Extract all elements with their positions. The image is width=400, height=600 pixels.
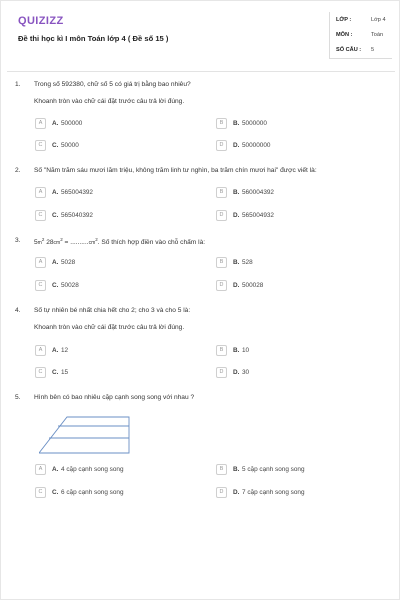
option-text: 12	[61, 347, 69, 354]
meta-row-subject	[330, 27, 392, 42]
option-text: 560004392	[242, 189, 274, 196]
option-box[interactable]: D	[216, 280, 227, 291]
option-text: 7 cặp cạnh song song	[242, 489, 305, 496]
option-text: 15	[61, 369, 69, 376]
question-number: 4.	[15, 307, 21, 314]
option-box[interactable]: B	[216, 345, 227, 356]
worksheet-header	[1, 1, 400, 71]
option-box[interactable]: C	[35, 367, 46, 378]
option-box[interactable]: C	[35, 280, 46, 291]
option-text: 528	[242, 259, 253, 266]
option-box[interactable]: D	[216, 140, 227, 151]
option-letter: D.	[233, 369, 240, 376]
option-text: 50000	[61, 142, 79, 149]
option-text: 500028	[242, 282, 264, 289]
unit-part: m	[37, 240, 42, 247]
option-letter: A.	[52, 189, 59, 196]
header-divider	[7, 71, 395, 72]
option-box[interactable]: A	[35, 257, 46, 268]
option-box[interactable]: D	[216, 210, 227, 221]
option-box[interactable]: D	[216, 367, 227, 378]
question-text: Số "Năm trăm sáu mươi lăm triệu, không trăm linh tư nghìn, ba trăm chín mươi hai" được viết là:	[34, 167, 317, 174]
trapezoid-outline	[39, 417, 129, 453]
option-letter: A.	[52, 120, 59, 127]
meta-value: Toán	[371, 32, 384, 38]
option-box[interactable]: A	[35, 187, 46, 198]
meta-value: Lớp 4	[371, 17, 386, 23]
option-letter: B.	[233, 189, 240, 196]
meta-info-box	[329, 12, 392, 59]
option-box[interactable]: A	[35, 345, 46, 356]
question-instruction: Khoanh tròn vào chữ cái đặt trước câu trả lời đúng.	[34, 98, 185, 105]
unit-part: cm	[88, 240, 96, 247]
question-number: 1.	[15, 81, 21, 88]
option-text: 4 cặp cạnh song song	[61, 466, 124, 473]
option-text: 5028	[61, 259, 76, 266]
option-text: 6 cặp cạnh song song	[61, 489, 124, 496]
question-instruction: Khoanh tròn vào chữ cái đặt trước câu trả lời đúng.	[34, 324, 185, 331]
question-text	[34, 237, 205, 246]
meta-row-count	[330, 42, 392, 57]
option-letter: D.	[233, 282, 240, 289]
trapezoid-figure	[39, 413, 133, 455]
question-text: Hình bên có bao nhiêu cặp cạnh song song với nhau ?	[34, 394, 195, 401]
option-letter: C.	[52, 369, 59, 376]
option-letter: B.	[233, 259, 240, 266]
meta-key: SỐ CÂU :	[336, 47, 362, 53]
option-letter: B.	[233, 347, 240, 354]
question-text: Số tự nhiên bé nhất chia hết cho 2; cho 3 và cho 5 là:	[34, 307, 191, 314]
option-text: 5 cặp cạnh song song	[242, 466, 305, 473]
option-letter: A.	[52, 466, 59, 473]
question-text: Trong số 592380, chữ số 5 có giá trị bằng bao nhiêu?	[34, 81, 191, 88]
superscript: 2	[95, 237, 98, 242]
quizizz-logo: QUIZIZZ	[18, 15, 64, 27]
option-text: 50000000	[242, 142, 271, 149]
option-letter: A.	[52, 347, 59, 354]
option-box[interactable]: C	[35, 487, 46, 498]
superscript: 2	[41, 237, 45, 242]
option-box[interactable]: A	[35, 464, 46, 475]
option-text: 500000	[61, 120, 83, 127]
option-text: 10	[242, 347, 250, 354]
meta-key: LỚP :	[336, 17, 352, 23]
option-text: 30	[242, 369, 250, 376]
option-letter: C.	[52, 282, 59, 289]
superscript: 2	[60, 237, 63, 242]
question-number: 2.	[15, 167, 21, 174]
option-text: 565040392	[61, 212, 93, 219]
option-letter: C.	[52, 489, 59, 496]
option-letter: B.	[233, 120, 240, 127]
option-letter: D.	[233, 212, 240, 219]
option-box[interactable]: B	[216, 464, 227, 475]
option-box[interactable]: C	[35, 210, 46, 221]
question-number: 3.	[15, 237, 21, 244]
option-text: 565004392	[61, 189, 93, 196]
option-letter: C.	[52, 142, 59, 149]
value-part: . Số thích hợp điền vào chỗ chấm là:	[97, 239, 206, 247]
option-box[interactable]: B	[216, 257, 227, 268]
option-box[interactable]: D	[216, 487, 227, 498]
question-number: 5.	[15, 394, 21, 401]
meta-value: 5	[371, 47, 375, 53]
value-part: = ..........	[62, 239, 89, 247]
page-title: Đề thi học kì I môn Toán lớp 4 ( Đề số 15 )	[18, 34, 169, 43]
value-part: 5	[34, 239, 38, 247]
option-text: 50028	[61, 282, 79, 289]
option-letter: B.	[233, 466, 240, 473]
meta-row-class	[330, 12, 392, 27]
option-text: 5000000	[242, 120, 267, 127]
option-box[interactable]: B	[216, 118, 227, 129]
value-part: 28	[44, 239, 54, 247]
option-letter: C.	[52, 212, 59, 219]
meta-key: MÔN :	[336, 32, 353, 38]
unit-part: cm	[53, 240, 61, 247]
option-letter: D.	[233, 489, 240, 496]
option-box[interactable]: B	[216, 187, 227, 198]
option-letter: A.	[52, 259, 59, 266]
option-box[interactable]: A	[35, 118, 46, 129]
option-text: 565004932	[242, 212, 274, 219]
option-letter: D.	[233, 142, 240, 149]
option-box[interactable]: C	[35, 140, 46, 151]
